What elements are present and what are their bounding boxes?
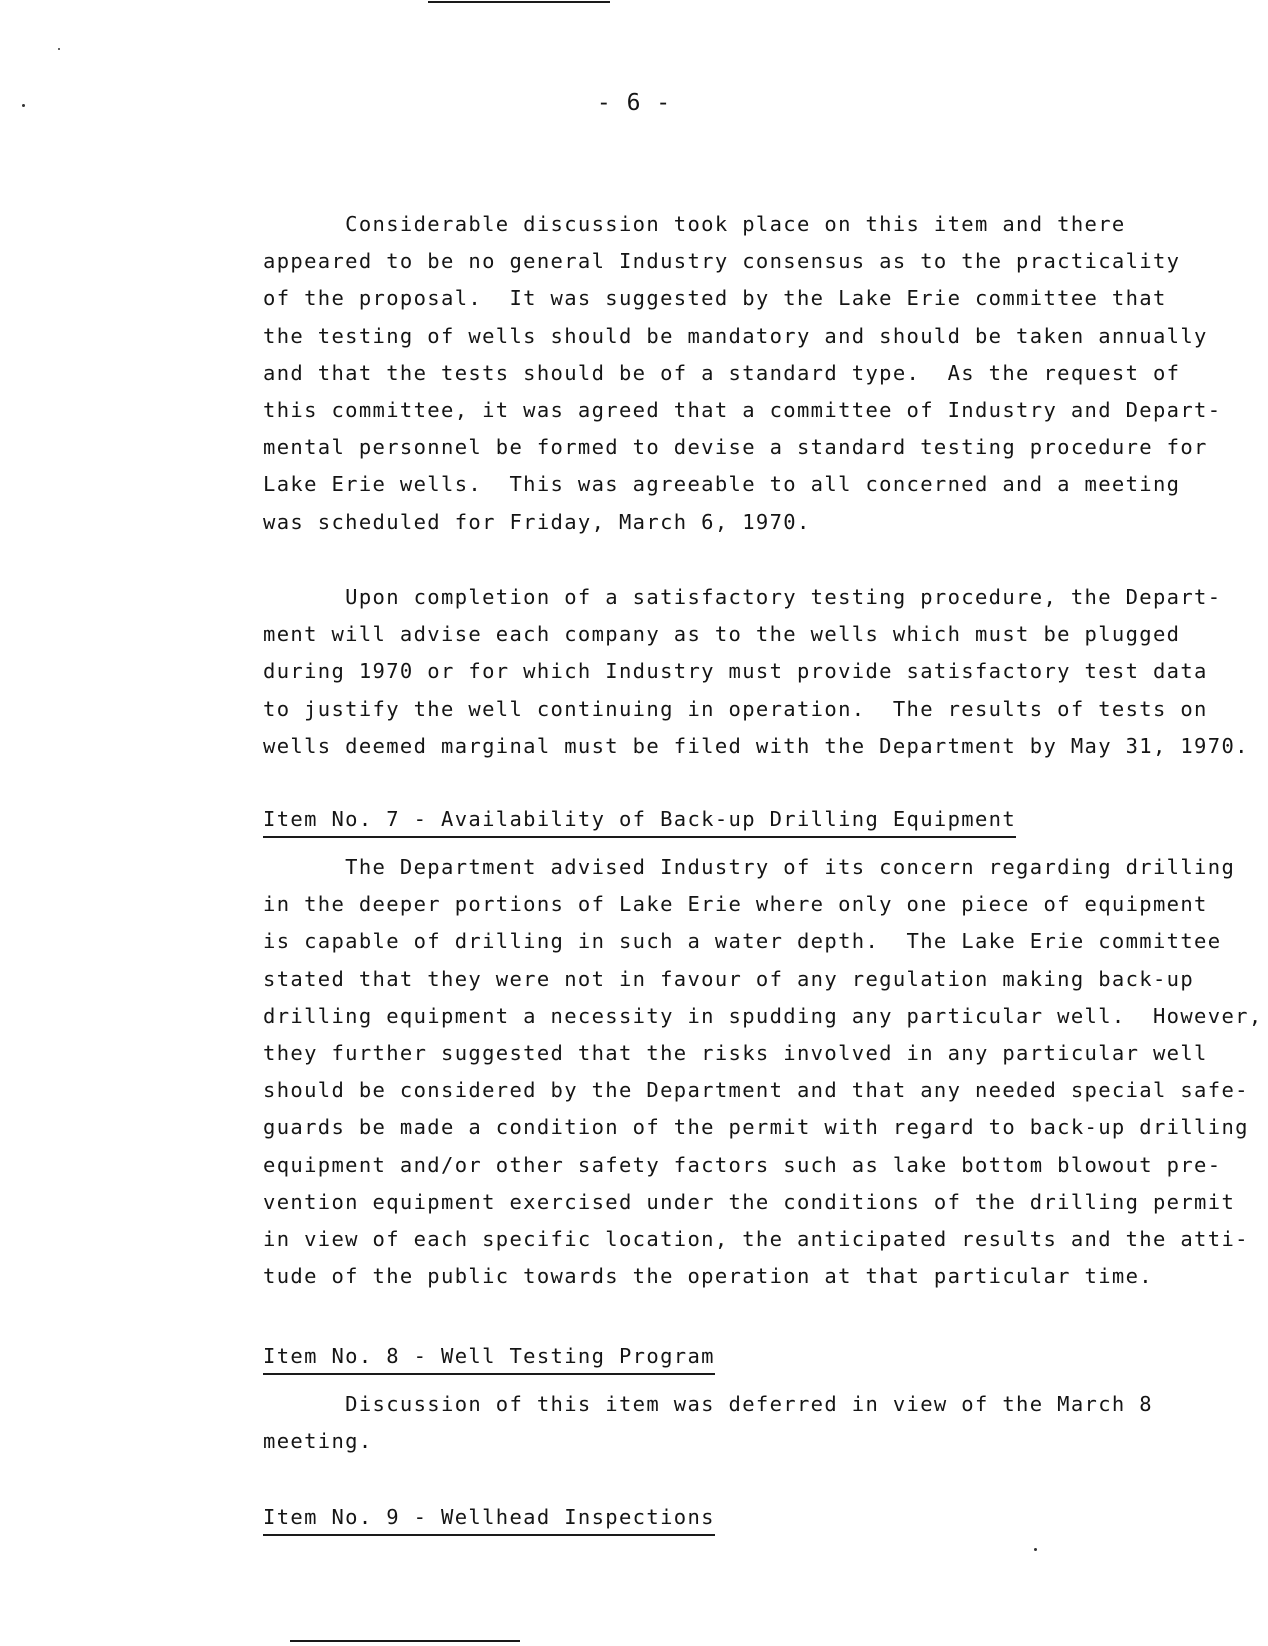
scan-speck [1034, 1548, 1037, 1551]
text-line: they further suggested that the risks involved in any particular well [263, 1040, 1208, 1065]
top-edge-rule [428, 1, 610, 3]
paragraph-item6-discussion [263, 206, 1221, 541]
item-8-heading: Item No. 8 - Well Testing Program [263, 1341, 715, 1375]
text-line: Discussion of this item was deferred in view of the March 8 [263, 1392, 1153, 1416]
item-7-heading: Item No. 7 - Availability of Back-up Drilling Equipment [263, 804, 1016, 838]
paragraph-well-testing-deferred [263, 1386, 1153, 1460]
text-line: the testing of wells should be mandatory and should be taken annually [263, 323, 1208, 348]
text-line: and that the tests should be of a standard type. As the request of [263, 360, 1181, 385]
text-line: Upon completion of a satisfactory testing procedure, the Depart- [263, 585, 1222, 609]
text-line: guards be made a condition of the permit with regard to back-up drilling [263, 1115, 1249, 1140]
text-line: wells deemed marginal must be filed with the Department by May 31, 1970. [263, 733, 1249, 758]
text-line: was scheduled for Friday, March 6, 1970. [263, 509, 811, 534]
text-line: should be considered by the Department and that any needed special safe- [263, 1078, 1249, 1103]
text-line: is capable of drilling in such a water depth. The Lake Erie committee [263, 929, 1222, 954]
text-line: meeting. [263, 1429, 373, 1454]
page-number: - 6 - [596, 90, 672, 116]
item-9-heading: Item No. 9 - Wellhead Inspections [263, 1502, 715, 1536]
text-line: drilling equipment a necessity in spudding any particular well. However, [263, 1003, 1263, 1028]
text-line: this committee, it was agreed that a committee of Industry and Depart- [263, 397, 1222, 422]
text-line: in view of each specific location, the anticipated results and the atti- [263, 1226, 1249, 1251]
text-line: ment will advise each company as to the wells which must be plugged [263, 622, 1181, 647]
paragraph-backup-drilling [263, 849, 1263, 1295]
text-line: Considerable discussion took place on this item and there [263, 212, 1126, 236]
text-line: during 1970 or for which Industry must provide satisfactory test data [263, 659, 1208, 684]
scan-speck [58, 48, 60, 50]
text-line: The Department advised Industry of its concern regarding drilling [263, 855, 1236, 879]
text-line: equipment and/or other safety factors such as lake bottom blowout pre- [263, 1152, 1222, 1177]
text-line: to justify the well continuing in operation. The results of tests on [263, 696, 1208, 721]
text-line: stated that they were not in favour of any regulation making back-up [263, 966, 1195, 991]
text-line: appeared to be no general Industry consensus as to the practicality [263, 249, 1181, 274]
text-line: tude of the public towards the operation at that particular time. [263, 1264, 1153, 1289]
text-line: Lake Erie wells. This was agreeable to all concerned and a meeting [263, 472, 1181, 497]
bottom-edge-rule [290, 1640, 520, 1642]
text-line: vention equipment exercised under the conditions of the drilling permit [263, 1189, 1236, 1214]
paragraph-testing-procedure [263, 579, 1249, 765]
text-line: in the deeper portions of Lake Erie where only one piece of equipment [263, 892, 1208, 917]
text-line: of the proposal. It was suggested by the Lake Erie committee that [263, 286, 1167, 311]
text-line: mental personnel be formed to devise a standard testing procedure for [263, 435, 1208, 460]
